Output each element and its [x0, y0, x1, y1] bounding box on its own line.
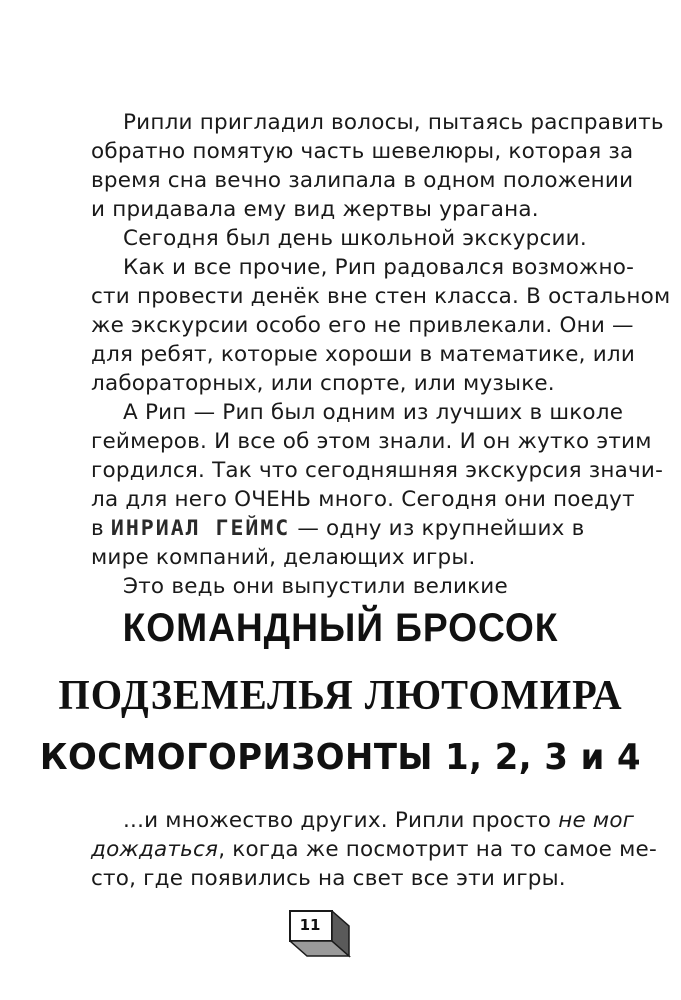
game-title-team-throw: КОМАНДНЫЙ БРОСОК [122, 606, 559, 650]
p3-line-3: же экскурсии особо его не привлекали. Они — [91, 313, 634, 338]
game-title-cosmohorizons: КОСМОГОРИЗОНТЫ 1, 2, 3 и 4 [39, 737, 642, 778]
p4-line-2: геймеров. И все об этом знали. И он жутко этим [91, 429, 652, 454]
p4-line-4: ла для него ОЧЕНЬ много. Сегодня они поедут [91, 487, 635, 512]
p6-line-3: сто, где появились на свет все эти игры. [91, 866, 566, 891]
page-number: 11 [299, 916, 321, 934]
p4-line-6: мире компаний, делающих игры. [91, 545, 476, 570]
p2-line-1: Сегодня был день школьной экскурсии. [123, 226, 587, 251]
p1-line-4: и придавала ему вид жертвы урагана. [91, 197, 539, 222]
p6-line-2-italic: дождаться [91, 837, 219, 862]
p5-line-1: Это ведь они выпустили великие [123, 574, 508, 599]
p6-line-1-italic: не мог [558, 808, 635, 833]
p4-line-5-prefix: в [91, 516, 104, 541]
p1-line-2: обратно помятую часть шевелюры, которая за [91, 139, 634, 164]
p6-line-1-text: ...и множество других. Рипли просто [123, 808, 552, 833]
p4-line-5 [91, 514, 585, 543]
p4-line-5-suffix: — одну из крупнейших в [297, 516, 585, 541]
p6-line-2 [91, 835, 657, 864]
p3-line-4: для ребят, которые хороши в математике, или [91, 342, 636, 367]
game-title-dungeons: ПОДЗЕМЕЛЬЯ ЛЮТОМИРА [58, 673, 623, 719]
p4-line-3: гордился. Так что сегодняшняя экскурсия значи- [91, 458, 664, 483]
p3-line-5: лабораторных, или спорте, или музыке. [91, 371, 555, 396]
p3-line-2: сти провести денёк вне стен класса. В остальном [91, 284, 671, 309]
p6-line-2-text: , когда же посмотрит на то самое ме- [218, 837, 657, 862]
p1-line-3: время сна вечно залипала в одном положении [91, 168, 634, 193]
p1-line-1: Рипли пригладил волосы, пытаясь расправить [123, 110, 664, 135]
p3-line-1: Как и все прочие, Рип радовался возможно- [123, 255, 635, 280]
p4-line-1: А Рип — Рип был одним из лучших в школе [123, 400, 624, 425]
p6-line-1 [123, 806, 635, 835]
company-name: ИНРИАЛ ГЕЙМС [110, 516, 291, 541]
page-number-badge [289, 910, 389, 960]
